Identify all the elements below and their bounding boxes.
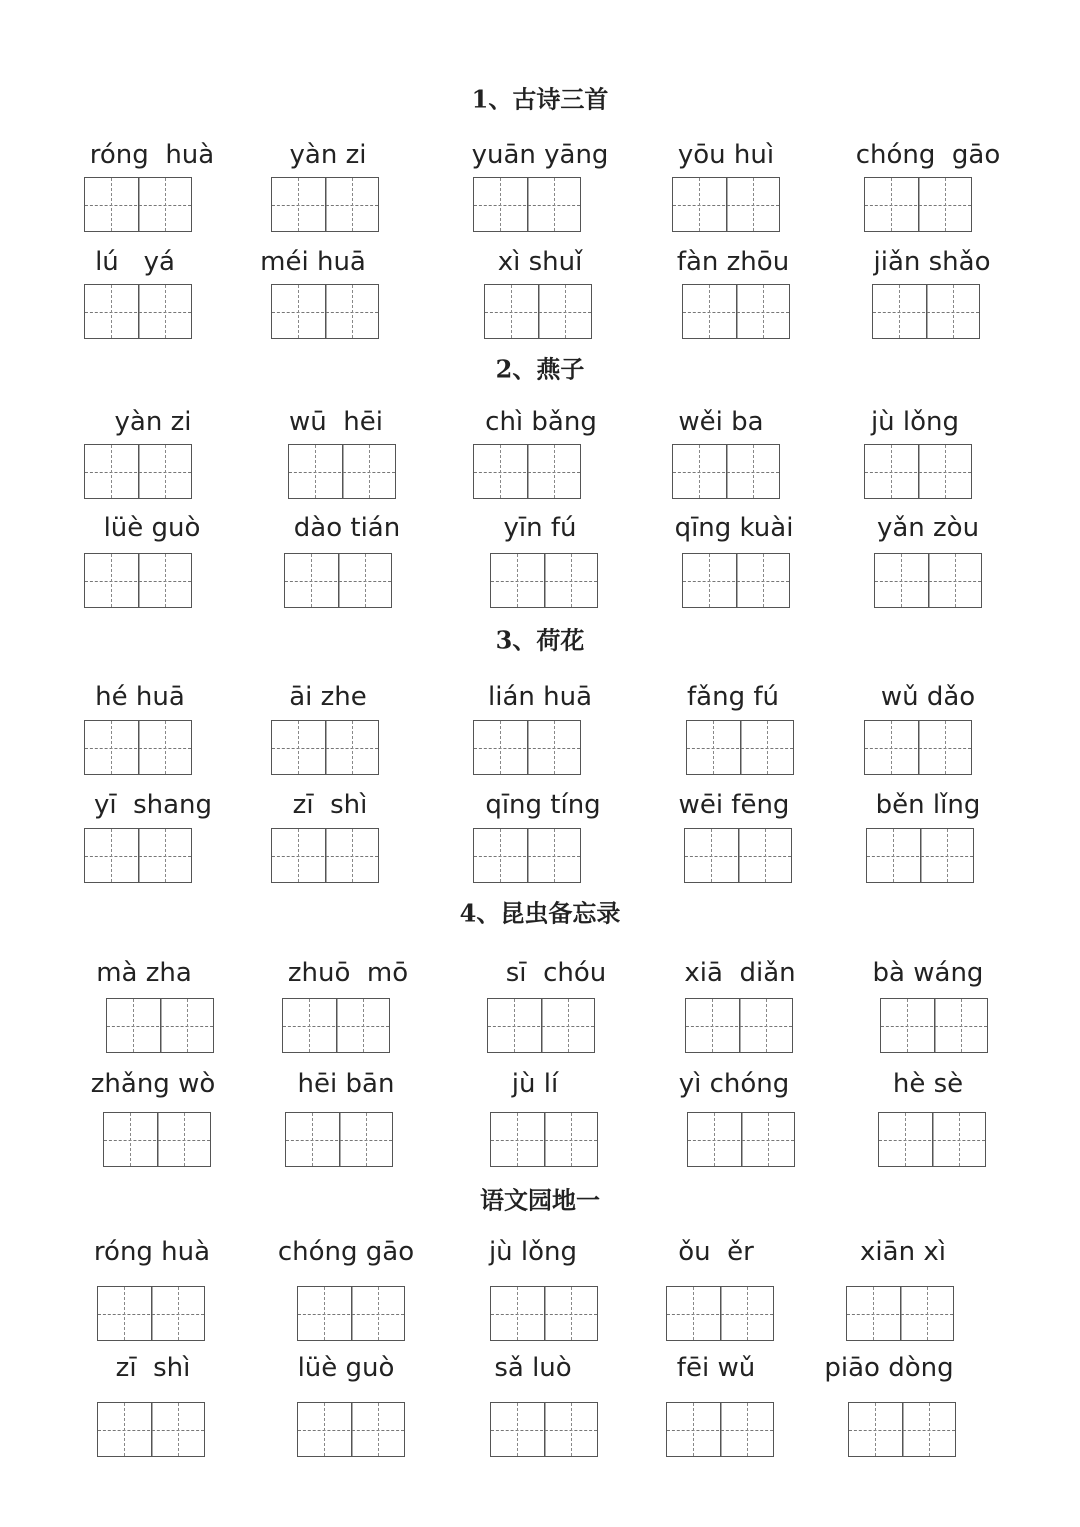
grid-guide-line [945,178,946,231]
tianzige-writing-box[interactable] [84,720,192,775]
tianzige-writing-box[interactable] [282,998,390,1053]
pinyin-label: zhuō mō [287,958,409,988]
pinyin-label: róng huà [93,1237,211,1267]
pinyin-label: zī shì [292,790,368,820]
grid-guide-line [500,445,501,498]
tianzige-writing-box[interactable] [297,1286,405,1341]
pinyin-label: dào tián [293,513,401,543]
section-title: 1、古诗三首 [471,84,609,114]
tianzige-writing-box[interactable] [84,828,192,883]
grid-guide-line [324,1403,325,1456]
grid-guide-line [945,721,946,774]
grid-guide-line [959,1113,960,1166]
tianzige-writing-box[interactable] [672,444,780,499]
pinyin-label: yàn zi [114,407,192,437]
grid-guide-line [571,1403,572,1456]
grid-guide-line [571,1287,572,1340]
grid-guide-line [298,829,299,882]
grid-guide-line [165,554,166,607]
grid-guide-line [165,829,166,882]
grid-guide-line [133,999,134,1052]
grid-guide-line [111,445,112,498]
tianzige-writing-box[interactable] [473,720,581,775]
grid-guide-line [369,445,370,498]
tianzige-writing-box[interactable] [84,444,192,499]
grid-guide-line [713,721,714,774]
tianzige-writing-box[interactable] [271,177,379,232]
tianzige-writing-box[interactable] [285,1112,393,1167]
pinyin-label: chóng gāo [277,1237,415,1267]
grid-guide-line [554,445,555,498]
grid-guide-line [955,554,956,607]
grid-guide-line [711,829,712,882]
grid-guide-line [165,721,166,774]
pinyin-label: zhǎng wò [90,1069,216,1099]
grid-guide-line [766,999,767,1052]
tianzige-writing-box[interactable] [682,553,790,608]
grid-guide-line [363,999,364,1052]
tianzige-writing-box[interactable] [880,998,988,1053]
pinyin-label: lú yá [95,247,175,277]
pinyin-label: lüè guò [297,1353,395,1383]
tianzige-writing-box[interactable] [682,284,790,339]
tianzige-writing-box[interactable] [84,177,192,232]
grid-guide-line [901,554,902,607]
grid-guide-line [554,178,555,231]
grid-guide-line [378,1287,379,1340]
pinyin-label: yīn fú [503,513,577,543]
tianzige-writing-box[interactable] [864,720,972,775]
pinyin-label: méi huā [260,247,366,277]
tianzige-writing-box[interactable] [846,1286,954,1341]
tianzige-writing-box[interactable] [297,1402,405,1457]
grid-guide-line [178,1403,179,1456]
grid-guide-line [311,554,312,607]
tianzige-writing-box[interactable] [872,284,980,339]
grid-guide-line [352,285,353,338]
grid-guide-line [709,285,710,338]
tianzige-writing-box[interactable] [473,177,581,232]
grid-guide-line [165,178,166,231]
grid-guide-line [554,721,555,774]
pinyin-label: chì bǎng [485,407,597,437]
pinyin-label: mà zha [96,958,192,988]
grid-guide-line [891,178,892,231]
grid-guide-line [511,285,512,338]
grid-guide-line [111,285,112,338]
tianzige-writing-box[interactable] [874,553,982,608]
grid-guide-line [111,829,112,882]
grid-guide-line [178,1287,179,1340]
tianzige-writing-box[interactable] [271,828,379,883]
grid-guide-line [352,178,353,231]
pinyin-label: ǒu ěr [678,1237,754,1267]
grid-guide-line [765,829,766,882]
pinyin-label: sǎ luò [494,1353,572,1383]
tianzige-writing-box[interactable] [866,828,974,883]
grid-guide-line [568,999,569,1052]
grid-guide-line [315,445,316,498]
pinyin-label: lüè guò [103,513,201,543]
grid-guide-line [873,1287,874,1340]
grid-guide-line [899,285,900,338]
grid-guide-line [905,1113,906,1166]
grid-guide-line [165,285,166,338]
pinyin-label: yī shang [93,790,213,820]
tianzige-writing-box[interactable] [864,444,972,499]
tianzige-writing-box[interactable] [687,1112,795,1167]
grid-guide-line [929,1403,930,1456]
pinyin-label: hè sè [892,1069,964,1099]
section-title: 3、荷花 [495,625,585,655]
grid-guide-line [571,1113,572,1166]
tianzige-writing-box[interactable] [686,720,794,775]
pinyin-label: yì chóng [678,1069,790,1099]
tianzige-writing-box[interactable] [685,998,793,1053]
grid-guide-line [111,178,112,231]
grid-guide-line [554,829,555,882]
tianzige-writing-box[interactable] [672,177,780,232]
pinyin-label: piāo dòng [824,1353,954,1383]
grid-guide-line [124,1287,125,1340]
grid-guide-line [130,1113,131,1166]
pinyin-label: yōu huì [677,140,775,170]
pinyin-label: bà wáng [872,958,984,988]
grid-guide-line [747,1287,748,1340]
section-title: 2、燕子 [495,354,585,384]
grid-guide-line [961,999,962,1052]
pinyin-label: yàn zi [289,140,367,170]
grid-guide-line [111,721,112,774]
tianzige-writing-box[interactable] [106,998,214,1053]
grid-guide-line [352,829,353,882]
tianzige-writing-box[interactable] [84,284,192,339]
grid-guide-line [187,999,188,1052]
section-title: 语文园地一 [480,1185,600,1215]
tianzige-writing-box[interactable] [490,553,598,608]
tianzige-writing-box[interactable] [864,177,972,232]
grid-guide-line [693,1287,694,1340]
pinyin-label: yǎn zòu [876,513,980,543]
grid-guide-line [768,1113,769,1166]
pinyin-label: āi zhe [289,682,367,712]
grid-guide-line [699,445,700,498]
tianzige-writing-box[interactable] [487,998,595,1053]
tianzige-writing-box[interactable] [484,284,592,339]
grid-guide-line [891,721,892,774]
grid-guide-line [875,1403,876,1456]
pinyin-label: jù lǒng [488,1237,578,1267]
grid-guide-line [378,1403,379,1456]
pinyin-label: hēi bān [297,1069,395,1099]
tianzige-writing-box[interactable] [490,1112,598,1167]
pinyin-label: róng huà [89,140,215,170]
tianzige-writing-box[interactable] [103,1112,211,1167]
grid-guide-line [747,1403,748,1456]
tianzige-writing-box[interactable] [490,1286,598,1341]
grid-guide-line [712,999,713,1052]
tianzige-writing-box[interactable] [473,444,581,499]
pinyin-label: qīng tíng [485,790,601,820]
pinyin-label: qīng kuài [674,513,794,543]
pinyin-label: wěi ba [678,407,764,437]
pinyin-label: xì shuǐ [497,247,583,277]
pinyin-label: xiā diǎn [684,958,796,988]
grid-guide-line [165,445,166,498]
pinyin-label: sī chóu [505,958,607,988]
grid-guide-line [763,285,764,338]
grid-guide-line [893,829,894,882]
grid-guide-line [753,178,754,231]
tianzige-writing-box[interactable] [84,553,192,608]
grid-guide-line [767,721,768,774]
tianzige-writing-box[interactable] [97,1402,205,1457]
grid-guide-line [500,178,501,231]
pinyin-label: fǎng fú [687,682,779,712]
grid-guide-line [947,829,948,882]
grid-guide-line [891,445,892,498]
pinyin-label: fàn zhōu [676,247,790,277]
grid-guide-line [298,285,299,338]
tianzige-writing-box[interactable] [284,553,392,608]
grid-guide-line [298,178,299,231]
tianzige-writing-box[interactable] [271,284,379,339]
tianzige-writing-box[interactable] [878,1112,986,1167]
pinyin-label: jù lí [511,1069,559,1099]
grid-guide-line [517,1113,518,1166]
grid-guide-line [953,285,954,338]
grid-guide-line [763,554,764,607]
grid-guide-line [309,999,310,1052]
tianzige-writing-box[interactable] [666,1402,774,1457]
grid-guide-line [184,1113,185,1166]
grid-guide-line [517,554,518,607]
grid-guide-line [945,445,946,498]
tianzige-writing-box[interactable] [271,720,379,775]
pinyin-label: běn lǐng [875,790,981,820]
grid-guide-line [714,1113,715,1166]
grid-guide-line [565,285,566,338]
grid-guide-line [365,554,366,607]
pinyin-label: chóng gāo [855,140,1001,170]
grid-guide-line [709,554,710,607]
tianzige-writing-box[interactable] [684,828,792,883]
grid-guide-line [693,1403,694,1456]
grid-guide-line [124,1403,125,1456]
pinyin-label: fēi wǔ [676,1353,756,1383]
tianzige-writing-box[interactable] [848,1402,956,1457]
tianzige-writing-box[interactable] [490,1402,598,1457]
grid-guide-line [500,829,501,882]
grid-guide-line [514,999,515,1052]
grid-guide-line [927,1287,928,1340]
pinyin-label: hé huā [95,682,185,712]
pinyin-label: yuān yāng [471,140,609,170]
pinyin-label: wǔ dǎo [880,682,976,712]
grid-guide-line [517,1287,518,1340]
grid-guide-line [298,721,299,774]
tianzige-writing-box[interactable] [97,1286,205,1341]
tianzige-writing-box[interactable] [473,828,581,883]
pinyin-label: jiǎn shǎo [873,247,991,277]
grid-guide-line [699,178,700,231]
pinyin-label: wēi fēng [678,790,790,820]
grid-guide-line [366,1113,367,1166]
grid-guide-line [500,721,501,774]
section-title: 4、昆虫备忘录 [459,898,621,928]
grid-guide-line [907,999,908,1052]
grid-guide-line [517,1403,518,1456]
grid-guide-line [352,721,353,774]
pinyin-label: lián huā [487,682,593,712]
grid-guide-line [111,554,112,607]
tianzige-writing-box[interactable] [666,1286,774,1341]
pinyin-label: xiān xì [860,1237,946,1267]
grid-guide-line [324,1287,325,1340]
pinyin-label: wū hēi [289,407,383,437]
grid-guide-line [571,554,572,607]
pinyin-label: jù lǒng [870,407,960,437]
grid-guide-line [753,445,754,498]
pinyin-label: zī shì [115,1353,191,1383]
grid-guide-line [312,1113,313,1166]
tianzige-writing-box[interactable] [288,444,396,499]
